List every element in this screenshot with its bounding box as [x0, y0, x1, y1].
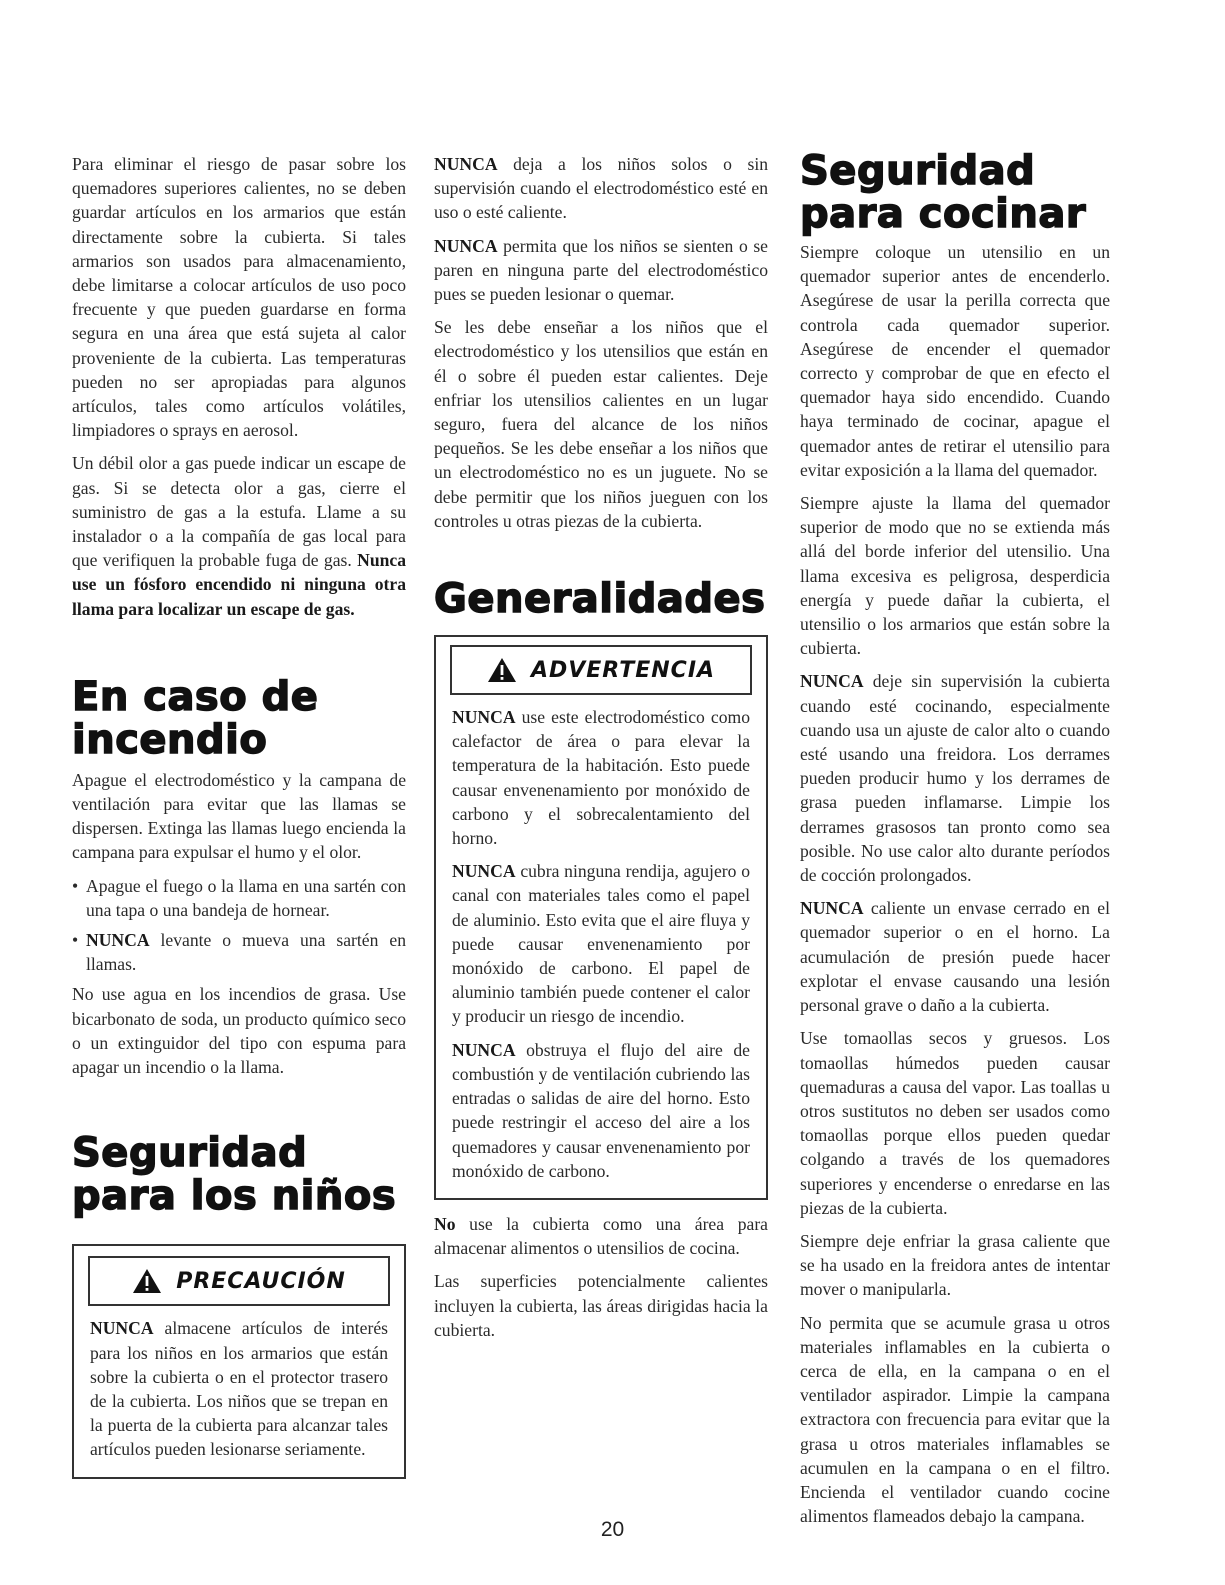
list-item	[72, 874, 406, 922]
never-label: NUNCA	[86, 930, 150, 951]
column-middle	[434, 152, 768, 1351]
paragraph-cook-1: Siempre coloque un utensilio en un quemador superior antes de encenderlo. Asegúrese de usar la perilla correcta que controla cada quemador superior. Asegúrese de encender el quemador correcto y comprobar de que en efecto el quemador haya sido encendido. Cuando haya terminado de cocinar, apague el quemador antes de retirar el utensilio para evitar exposición a la llama del quemador.	[800, 242, 1110, 480]
bullet-icon: •	[72, 875, 79, 896]
paragraph-cook-7: No permita que se acumule grasa u otros materiales inflamables en la cubierta o cerca de ella, en la campana o en el ventilador aspirador. Limpie la campana extractora con frecuencia para evitar que la grasa u otros materiales inflamables se acumulen en la campana o en el filtro. Encienda el ventilador cuando cocine alimentos flameados debajo la campana.	[800, 1312, 1110, 1527]
never-label: NUNCA	[434, 235, 498, 256]
paragraph-cabinets: Para eliminar el riesgo de pasar sobre los quemadores superiores calientes, no se deben guardar artículos en los armarios que están directamente sobre la cubierta. Si tales armarios son usados para almacenamiento, debe limitarse a colocar artículos de uso poco frecuente y que pueden guardarse en forma segura en una área que está sujeta al calor proveniente de la cubierta. Las temperaturas pueden no ser apropiadas para algunos artículos, tales como artículos volátiles, limpiadores o sprays en aerosol.	[72, 154, 406, 441]
paragraph-fire-2: No use agua en los incendios de grasa. Use bicarbonato de soda, un producto químico seco o un extinguidor del tipo con espuma para apagar un incendio o la llama.	[72, 984, 406, 1078]
paragraph-kids-2	[434, 234, 768, 307]
caution-box	[72, 1244, 406, 1478]
never-label: NUNCA	[434, 154, 498, 174]
bullet-body: levante o mueva una sartén en llamas.	[86, 930, 406, 975]
caution-text: almacene artículos de interés para los niños en los armarios que están sobre la cubierta o en el protector trasero de la cubierta. Los niños que se trepan en la puerta de la cubierta para alcanzar tales artículos pueden lesionarse seriamente.	[90, 1318, 388, 1460]
column-right	[800, 150, 1110, 1537]
cook-4-text: caliente un envase cerrado en el quemador superior o en el horno. La acumulación de presión puede hacer explotar el envase causando una lesión personal grave o daño a la cubierta.	[800, 898, 1110, 1016]
cook-3-text: deje sin supervisión la cubierta cuando esté cocinando, especialmente cuando usa un ajuste de calor alto o cuando esté usando una freidora. Los derrames pueden producir humo y los derrames de grasa pueden inflamarse. Limpie los derrames grasosos tan pronto como sea posible. No use calor alto durante períodos de cocción prolongados.	[800, 671, 1110, 886]
warning-triangle-icon	[487, 657, 517, 683]
warning-box	[434, 635, 768, 1200]
paragraph-hot-surfaces: Las superficies potencialmente calientes incluyen la cubierta, las áreas dirigidas hacia la cubierta.	[434, 1271, 768, 1340]
paragraph-gas-odor	[72, 451, 406, 620]
never-label: NUNCA	[452, 707, 516, 728]
warning-3-text: obstruya el flujo del aire de combustión y de ventilación cubriendo las entradas o salidas de aire del horno. Esto puede restringir el acceso del aire a los quemadores y causar envenenamiento por monóxido de carbono.	[452, 1039, 750, 1181]
caution-paragraph	[90, 1316, 388, 1461]
kids-2-text: permita que los niños se sienten o se paren en ninguna parte del electrodoméstico pues se pueden lesionar o quemar.	[434, 235, 768, 305]
warning-triangle-icon	[132, 1268, 162, 1294]
paragraph-kids-3: Se les debe enseñar a los niños que el electrodoméstico y los utensilios que están en él o sobre él pueden estar calientes. Deje enfriar los utensilios calientes en un lugar seguro, fuera del alcance de los niños pequeños. Se les debe enseñar a los niños que un electrodoméstico no es un juguete. No se debe permitir que los niños jueguen con los controles u otras piezas de la cubierta.	[434, 317, 768, 531]
warning-label: ADVERTENCIA	[530, 657, 716, 683]
caution-label: PRECAUCIÓN	[176, 1268, 346, 1294]
column-left	[72, 152, 406, 1479]
warning-2-text: cubra ninguna rendija, agujero o canal con materiales tales como el papel de aluminio. Esto evita que el aire fluya y puede causar envenenamiento por monóxido de carbono. El papel de aluminio también puede contener el calor y producir un riesgo de incendio.	[452, 861, 750, 1027]
paragraph-cook-4	[800, 896, 1110, 1017]
no-label: No	[434, 1213, 456, 1234]
heading-general: Generalidades	[434, 576, 766, 623]
heading-cooking: Seguridad para cocinar	[800, 148, 1087, 237]
caution-banner	[88, 1256, 390, 1306]
kids-1-text: deja a los niños solos o sin supervisión cuando el electrodoméstico esté en uso o esté caliente.	[434, 154, 768, 223]
gas-odor-warning: Nunca use un fósforo encendido ni ninguna otra llama para localizar un escape de gas.	[72, 550, 406, 619]
warning-paragraph-3	[452, 1038, 750, 1183]
warning-paragraph-2	[452, 859, 750, 1028]
paragraph-cook-6: Siempre deje enfriar la grasa caliente que se ha usado en la freidora antes de intentar mover o manipularla.	[800, 1230, 1110, 1300]
storage-text: use la cubierta como una área para almacenar alimentos o utensilios de cocina.	[434, 1213, 768, 1259]
bullet-icon: •	[72, 930, 79, 951]
never-label: NUNCA	[452, 861, 516, 882]
paragraph-kids-1	[434, 152, 768, 225]
page-number: 20	[600, 1518, 625, 1541]
warning-body	[436, 695, 766, 1198]
paragraph-cook-5: Use tomaollas secos y gruesos. Los tomaollas húmedos pueden causar quemaduras a causa del vapor. Las toallas u otros sustitutos no deben ser usados como tomaollas porque ellos pueden quedar colgando a través de los quemadores superiores y encenderse o enredarse en las piezas de la cubierta.	[800, 1028, 1110, 1218]
never-label: NUNCA	[90, 1318, 154, 1339]
never-label: NUNCA	[800, 898, 864, 919]
bullet-text	[86, 928, 406, 976]
warning-1-text: use este electrodoméstico como calefactor de área o para elevar la temperatura de la habitación. Esto puede causar envenenamiento por monóxido de carbono y el sobrecalentamiento del horno.	[452, 707, 750, 849]
warning-paragraph-1	[452, 705, 750, 850]
never-label: NUNCA	[452, 1039, 516, 1060]
paragraph-storage	[434, 1212, 768, 1260]
bullet-text: Apague el fuego o la llama en una sartén con una tapa o una bandeja de hornear.	[86, 875, 406, 920]
paragraph-cook-3	[800, 669, 1110, 887]
paragraph-fire-1: Apague el electrodoméstico y la campana de ventilación para evitar que las llamas se dispersen. Extinga las llamas luego encienda la campana para expulsar el humo y el olor.	[72, 769, 406, 863]
gas-odor-text: Un débil olor a gas puede indicar un escape de gas. Si se detecta olor a gas, cierre el suministro de gas a la estufa. Llame a su instalador o a la compañía de gas local para que verifiquen la probable fuga de gas.	[72, 453, 406, 571]
caution-body	[74, 1306, 404, 1476]
list-item	[72, 928, 406, 976]
heading-kids: Seguridad para los niños	[72, 1130, 397, 1220]
paragraph-cook-2: Siempre ajuste la llama del quemador superior de modo que no se extienda más allá del borde inferior del utensilio. Una llama excesiva es peligrosa, desperdicia energía y puede dañar la cubierta, el utensilio o los armarios que están sobre la cubierta.	[800, 493, 1110, 659]
never-label: NUNCA	[800, 671, 864, 692]
heading-fire: En caso de incendio	[72, 673, 319, 763]
warning-banner	[450, 645, 752, 695]
